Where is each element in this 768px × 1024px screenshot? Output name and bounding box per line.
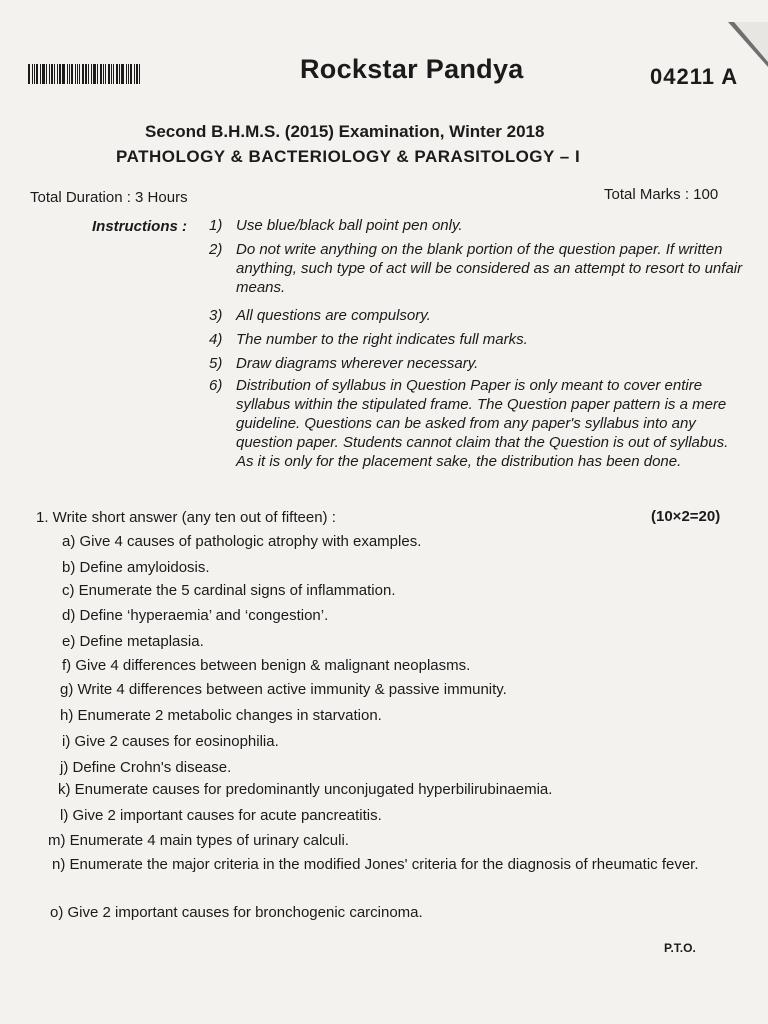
barcode-bar — [134, 64, 135, 84]
barcode-bar — [111, 64, 112, 84]
instruction-number: 3) — [209, 307, 223, 324]
barcode-bar — [105, 64, 106, 84]
subject-title: PATHOLOGY & BACTERIOLOGY & PARASITOLOGY – I — [116, 147, 581, 166]
barcode-bar — [119, 64, 120, 84]
barcode-bar — [49, 64, 50, 84]
barcode-bar — [82, 64, 84, 84]
barcode-bar — [103, 64, 104, 84]
barcode-bar — [91, 64, 92, 84]
instruction-number: 1) — [209, 217, 223, 234]
barcode-bar — [51, 64, 53, 84]
barcode-bar — [128, 64, 129, 84]
instruction-6 — [209, 376, 745, 471]
sub-question-n: n) Enumerate the major criteria in the modified Jones' criteria for the diagnosis of rheumatic fever. — [52, 856, 699, 873]
barcode-bar — [136, 64, 138, 84]
barcode-bar — [67, 64, 68, 84]
barcode-bar — [79, 64, 80, 84]
barcode-bar — [113, 64, 114, 84]
question-1-marks: (10×2=20) — [651, 508, 721, 525]
instruction-2 — [209, 240, 745, 297]
sub-question-k: k) Enumerate causes for predominantly unconjugated hyperbilirubinaemia. — [58, 781, 553, 798]
instruction-4 — [209, 330, 745, 349]
barcode-bar — [108, 64, 110, 84]
barcode-bar — [116, 64, 118, 84]
instruction-5 — [209, 354, 745, 373]
sub-question-o: o) Give 2 important causes for bronchogenic carcinoma. — [50, 904, 423, 921]
instruction-number: 5) — [209, 355, 223, 372]
barcode-bar — [139, 64, 140, 84]
barcode-bar — [42, 64, 45, 84]
total-marks: Total Marks : 100 — [604, 186, 719, 203]
sub-question-j: j) Define Crohn's disease. — [60, 759, 232, 776]
barcode-bar — [34, 64, 35, 84]
barcode-bar — [57, 64, 58, 84]
barcode-bar — [85, 64, 87, 84]
instruction-1 — [209, 216, 745, 235]
instruction-number: 4) — [209, 331, 223, 348]
sub-question-d: d) Define ‘hyperaemia’ and ‘congestion’. — [62, 607, 329, 624]
exam-title: Second B.H.M.S. (2015) Examination, Winter 2018 — [145, 122, 545, 141]
question-1-heading: 1. Write short answer (any ten out of fifteen) : — [36, 509, 336, 526]
barcode-bar — [62, 64, 65, 84]
student-name: Rockstar Pandya — [300, 54, 524, 84]
sub-question-f: f) Give 4 differences between benign & malignant neoplasms. — [62, 657, 471, 674]
instruction-3 — [209, 306, 745, 325]
barcode-bar — [75, 64, 76, 84]
instruction-number: 6) — [209, 377, 223, 394]
barcode-bar — [93, 64, 96, 84]
barcode-bar — [126, 64, 127, 84]
sub-question-g: g) Write 4 differences between active immunity & passive immunity. — [60, 681, 507, 698]
barcode-bar — [77, 64, 78, 84]
barcode-bar — [130, 64, 132, 84]
instruction-number: 2) — [209, 241, 223, 258]
sub-question-h: h) Enumerate 2 metabolic changes in starvation. — [60, 707, 382, 724]
barcode-bar — [59, 64, 61, 84]
instruction-text: All questions are compulsory. — [236, 307, 431, 324]
barcode-bar — [54, 64, 55, 84]
sub-question-l: l) Give 2 important causes for acute pancreatitis. — [60, 807, 382, 824]
barcode-bar — [69, 64, 70, 84]
folded-corner-inner — [734, 22, 768, 62]
sub-question-b: b) Define amyloidosis. — [62, 559, 210, 576]
sub-question-i: i) Give 2 causes for eosinophilia. — [62, 733, 279, 750]
instruction-text: Draw diagrams wherever necessary. — [236, 355, 479, 372]
sub-question-e: e) Define metaplasia. — [62, 633, 204, 650]
barcode-bar — [32, 64, 33, 84]
please-turn-over: P.T.O. — [664, 941, 696, 955]
instruction-text: Do not write anything on the blank portion of the question paper. If written anything, such type of act will be considered as an attempt to resort to unfair means. — [236, 241, 743, 296]
sub-question-c: c) Enumerate the 5 cardinal signs of inflammation. — [62, 582, 396, 599]
instruction-text: Use blue/black ball point pen only. — [236, 217, 463, 234]
instruction-text: Distribution of syllabus in Question Paper is only meant to cover entire syllabus within the stipulated frame. The Question paper pattern is a mere guideline. Questions can be asked from any paper's syllabus into any question paper. Students cannot claim that the Question is out of syllabus. As it is only for the placement sake, the distribution has been done. — [236, 377, 729, 470]
barcode-bar — [28, 64, 30, 84]
barcode-bar — [100, 64, 102, 84]
barcode-bar — [97, 64, 98, 84]
barcode-bar — [88, 64, 89, 84]
paper-code: 04211 A — [650, 64, 739, 89]
sub-question-m: m) Enumerate 4 main types of urinary calculi. — [48, 832, 349, 849]
barcode-bar — [36, 64, 38, 84]
barcode-bar — [40, 64, 41, 84]
sub-question-a: a) Give 4 causes of pathologic atrophy with examples. — [62, 533, 422, 550]
instructions-label: Instructions : — [92, 218, 188, 235]
instruction-text: The number to the right indicates full marks. — [236, 331, 528, 348]
barcode-bar — [71, 64, 73, 84]
barcode-bar — [121, 64, 124, 84]
barcode-bar — [46, 64, 47, 84]
total-duration: Total Duration : 3 Hours — [30, 189, 188, 206]
barcode — [28, 64, 158, 84]
